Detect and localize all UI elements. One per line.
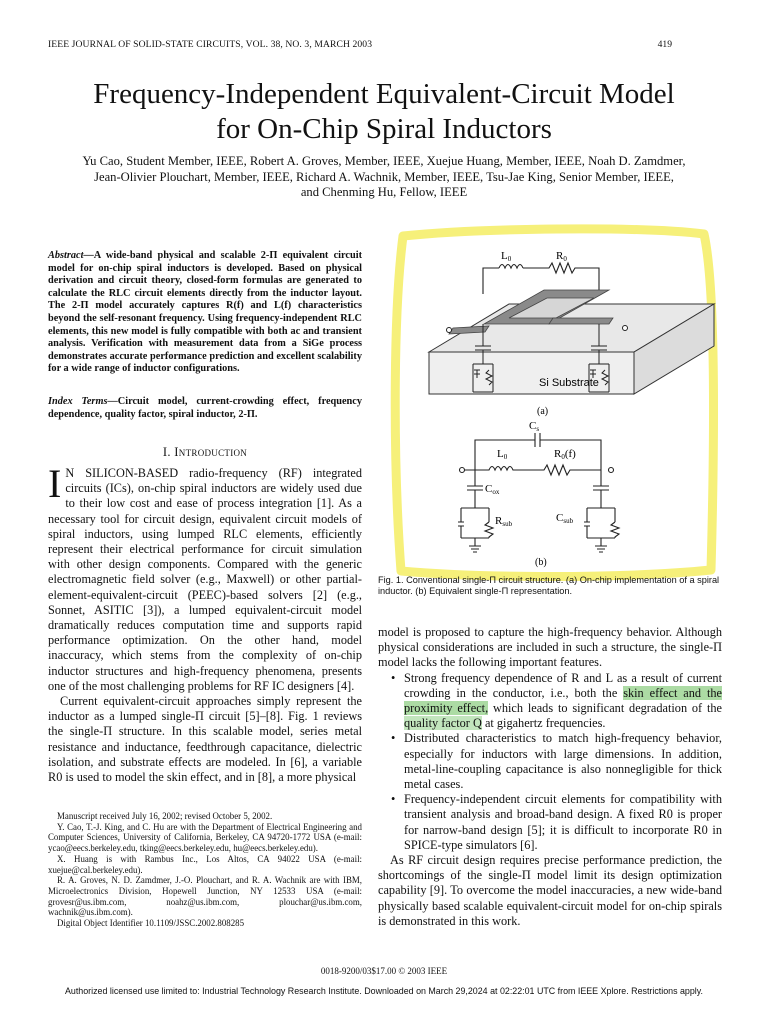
abstract-label: Abstract— (48, 250, 94, 261)
index-terms-label: Index Terms— (48, 396, 118, 407)
author-line: Jean-Olivier Plouchart, Member, IEEE, Richard A. Wachnik, Member, IEEE, Tsu-Jae King, Senior Member, IEEE, (94, 169, 674, 184)
intro-paragraph-2: Current equivalent-circuit approaches simply represent the inductor as a lumped single-Π circuit [5]–[8]. Fig. 1 reviews the single-Π structure. In this scalable model, series metal resistance and inductance, feedthrough capacitance, dielectric isolation, and substrate effects are modeled. In [6], a variable R0 is used to model the skin effect, and in [8], a more physical (48, 694, 362, 785)
copyright-line: 0018-9200/03$17.00 © 2003 IEEE (320, 966, 448, 976)
figure-caption: Fig. 1. Conventional single-Π circuit structure. (a) On-chip implementation of a spiral inductor. (b) Equivalent single-Π representation. (378, 575, 720, 596)
page-number: 419 (657, 39, 672, 50)
paragraph: model is proposed to capture the high-frequency behavior. Although physical considerations are included in such a structure, the single-Π model lacks the following important features. (378, 625, 722, 670)
abstract (48, 250, 362, 376)
label-Rsub: Rsub (495, 515, 513, 528)
highlight-skin-effect: skin effect and the proximity effect, (404, 685, 722, 716)
section-heading: I. Introduction (162, 445, 248, 459)
title-line-2: for On-Chip Spiral Inductors (216, 113, 552, 145)
list-item: • Distributed characteristics to match high-frequency behavior, especially for inductors with large dimensions. In addition, metal-line-coupling capacitance is also nonnegligible for thick metal cases. (404, 731, 722, 792)
footnote: R. A. Groves, N. D. Zamdmer, J.-O. Plouchart, and R. A. Wachnik are with IBM, Microelectronics Division, Hopewell Junction, NY 12533 USA (e-mail: grovesr@us.ibm.com, noahz@us.ibm.com, plouchar@us.ibm.com, wachnik@us.ibm.com). (48, 875, 362, 918)
author-line: Yu Cao, Student Member, IEEE, Robert A. Groves, Member, IEEE, Xuejue Huang, Member, IEEE, Noah D. Zamdmer, (82, 154, 686, 168)
list-item: • Frequency-independent circuit elements for compatibility with transient analysis and broad-band design. A fixed R0 is proper for narrow-band design [5]; it is difficult to incorporate R0 in SPICE-type simulators [6]. (404, 792, 722, 853)
title-line-1: Frequency-Independent Equivalent-Circuit Model (93, 78, 675, 110)
highlight-quality-factor: quality factor Q (404, 716, 482, 731)
footnote: X. Huang is with Rambus Inc., Los Altos, CA 94022 USA (e-mail: xuejue@cal.berkeley.edu). (48, 853, 362, 875)
series-rl-top (483, 263, 599, 294)
index-terms-text: Circuit model, current-crowding effect, frequency dependence, quality factor, spiral inductor, 2-Π. (48, 396, 362, 420)
drop-cap: I (48, 461, 62, 506)
figure-1 (389, 224, 719, 584)
index-terms (48, 396, 362, 421)
feature-list (378, 671, 722, 853)
abstract-text: A wide-band physical and scalable 2-Π equivalent circuit model for on-chip spiral inductors is developed. Based on physical derivation and circuit theory, closed-form formulas are generated to calculate the RLC circuit elements directly from the inductor layout. The 2-Π model accurately captures R(f) and L(f) characteristics beyond the self-resonant frequency. Using frequency-independent RLC elements, this new model is fully compatible with both ac and transient analysis. Verification with measurement data from a SiGe process demonstrates accurate performance prediction and excellent scalability for a wide range of inductor configurations. (48, 250, 362, 375)
list-item: • Strong frequency dependence of R and L as a result of current crowding in the conductor, i.e., both the skin effect and the proximity effect, which leads to significant degradation of the quality factor Q at gigahertz frequencies. (404, 671, 722, 732)
label-L0-top: L0 (501, 250, 512, 263)
right-column-body (378, 625, 722, 929)
label-R0-top: R0 (556, 250, 567, 263)
author-line: and Chenming Hu, Fellow, IEEE (300, 185, 468, 200)
label-L0-b: L0 (497, 448, 508, 461)
author-list (30, 154, 738, 201)
highlight-outline (395, 229, 713, 577)
label-Cs: Cs (529, 420, 540, 433)
footnote: Manuscript received July 16, 2002; revised October 5, 2002. (57, 811, 273, 821)
footnote: Digital Object Identifier 10.1109/JSSC.2002.808285 (57, 918, 245, 929)
label-substrate: Si Substrate (539, 377, 599, 389)
paragraph: As RF circuit design requires precise performance prediction, the shortcomings of the single-Π model limit its design optimization capability [9]. To overcome the model inaccuracies, a new wide-band physically based scalable equivalent-circuit model for on-chip spirals is demonstrated in this work. (378, 853, 722, 928)
license-notice: Authorized licensed use limited to: Industrial Technology Research Institute. Downloaded on March 29,2024 at 02:22:01 UTC from IEEE Xplore. Restrictions apply. (64, 986, 704, 996)
circuit-diagram (389, 224, 719, 584)
label-Cox: Cox (485, 483, 500, 496)
label-R0f: R0(f) (554, 448, 576, 461)
footnotes (48, 811, 362, 929)
journal-header: IEEE JOURNAL OF SOLID-STATE CIRCUITS, VOL. 38, NO. 3, MARCH 2003 (48, 39, 373, 50)
label-Csub: Csub (556, 512, 574, 525)
single-pi-schematic (458, 433, 619, 552)
footnote: Y. Cao, T.-J. King, and C. Hu are with the Department of Electrical Engineering and Computer Sciences, University of California, Berkeley, CA 94720-1772 USA (e-mail: ycao@eecs.berkeley.edu, tking@eecs.berkeley.edu, hu@eecs.berkeley.edu). (48, 821, 362, 854)
paper-title (0, 77, 768, 147)
label-b: (b) (535, 557, 547, 568)
left-column-body (48, 461, 362, 785)
intro-paragraph-1: I N SILICON-BASED radio-frequency (RF) integrated circuits (ICs), on-chip spiral inductors are widely used due to their low cost and ease of process integration [1]. As a necessary tool for circuit design, equivalent circuit models of spiral inductors, using lumped RLC elements, efficiently represent their electrical performance for circuit simulation with other design components. Compared with the generic electromagnetic field solver (e.g., Maxwell) or other partial-element-equivalent-circuit (PEEC)-based solvers [2] (e.g., Sonnet, ASITIC [3]), a lumped equivalent-circuit model dramatically reduces computation time and supports rapid performance optimization. On the other hand, model inaccuracy, which stems from the complexity of on-chip inductor structures and high-frequency phenomena, presents one of the most challenging problems for RF IC designers [4]. (48, 461, 362, 693)
label-a: (a) (537, 406, 549, 417)
